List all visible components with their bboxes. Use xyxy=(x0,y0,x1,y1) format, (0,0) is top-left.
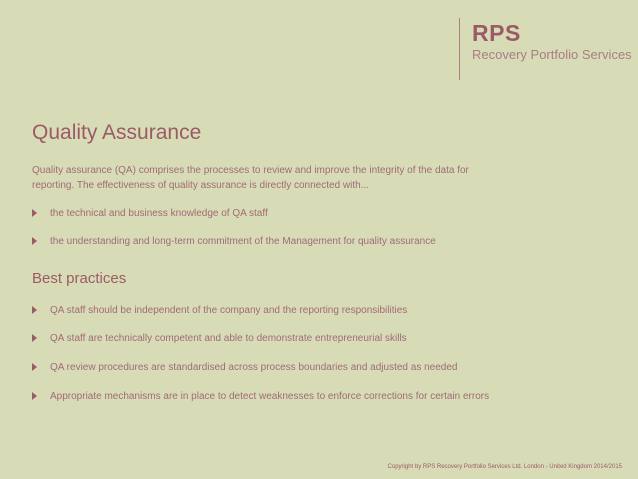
bullet-arrow-icon xyxy=(32,392,37,400)
bullet-text: QA staff are technically competent and able to demonstrate entrepreneurial skills xyxy=(50,333,407,344)
logo-divider xyxy=(459,18,460,80)
bullet-arrow-icon xyxy=(32,334,37,342)
page-title: Quality Assurance xyxy=(32,121,202,144)
bullet-arrow-icon xyxy=(32,306,37,314)
bullet-text: the understanding and long-term commitment of the Management for quality assurance xyxy=(50,236,436,247)
bullet-arrow-icon xyxy=(32,209,37,217)
copyright-footer: Copyright by RPS Recovery Portfolio Services Ltd. London - United Kingdom 2014/2015 xyxy=(387,464,622,470)
bullet-arrow-icon xyxy=(32,237,37,245)
bullet-text: QA staff should be independent of the company and the reporting responsibilities xyxy=(50,305,408,316)
logo-company-name: Recovery Portfolio Services xyxy=(472,47,632,62)
list-item xyxy=(32,236,436,248)
list-item xyxy=(32,305,407,317)
bullet-text: QA review procedures are standardised across process boundaries and adjusted as needed xyxy=(50,362,458,373)
bullet-arrow-icon xyxy=(32,363,37,371)
logo-abbreviation: RPS xyxy=(472,20,521,46)
intro-paragraph: Quality assurance (QA) comprises the processes to review and improve the integrity of the data for reporting. The effectiveness of quality assurance is directly connected with... xyxy=(32,165,469,191)
section-subheading: Best practices xyxy=(32,270,127,287)
bullet-text: the technical and business knowledge of QA staff xyxy=(50,208,268,219)
list-item xyxy=(32,362,457,374)
list-item xyxy=(32,391,489,403)
bullet-text: Appropriate mechanisms are in place to detect weaknesses to enforce corrections for certain errors xyxy=(50,391,490,402)
list-item xyxy=(32,333,407,345)
list-item xyxy=(32,208,268,220)
